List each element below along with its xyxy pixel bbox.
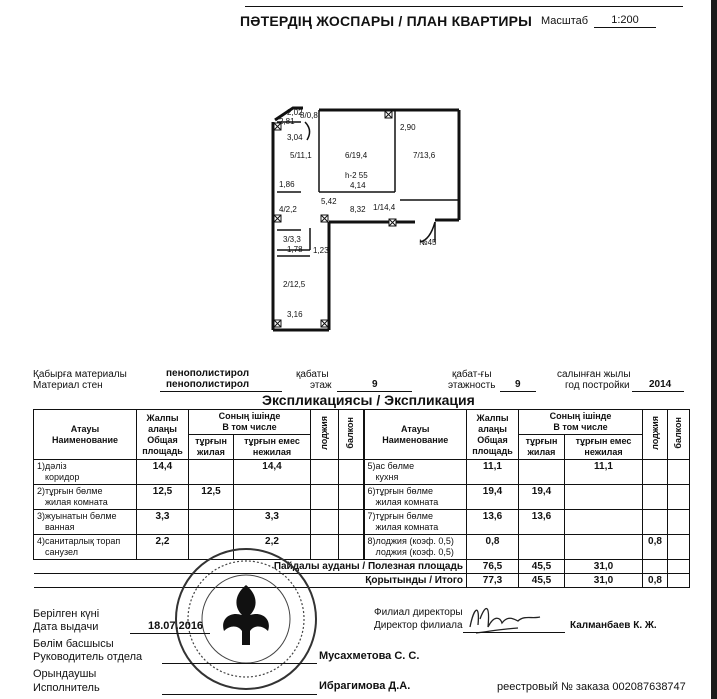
room-living: 12,5	[189, 485, 234, 510]
floor-plan	[255, 100, 465, 340]
year-underline	[632, 391, 684, 392]
page-title: ПӘТЕРДІҢ ЖОСПАРЫ / ПЛАН КВАРТИРЫ	[240, 13, 533, 29]
wall-material-value-kz: пенополистирол	[166, 368, 250, 379]
svg-text:6/19,4: 6/19,4	[345, 151, 368, 160]
col-living-header-right: тұрғын жилая	[519, 435, 565, 460]
svg-text:1/14,4: 1/14,4	[373, 203, 396, 212]
room-loggia	[643, 510, 668, 535]
svg-text:3/3,3: 3/3,3	[283, 235, 301, 244]
grand-total-total: 77,3	[467, 574, 519, 588]
room-total: 0,8	[467, 535, 519, 560]
year-kz-label: салынған жылы	[557, 369, 631, 380]
svg-text:h-2 55: h-2 55	[345, 171, 368, 180]
useful-area-loggia	[643, 560, 668, 574]
room-nonliving: 3,3	[234, 510, 311, 535]
header-row-1	[34, 410, 690, 435]
room-living	[189, 510, 234, 535]
issue-date-value: 18.07.2016	[148, 620, 204, 632]
director-underline	[463, 632, 565, 633]
room-name: 3)жуынатын бөлме ванная	[34, 510, 137, 535]
top-rule	[245, 6, 683, 7]
director-signature	[462, 597, 552, 637]
room-living: 13,6	[519, 510, 565, 535]
room-total: 2,2	[137, 535, 189, 560]
room-living	[189, 460, 234, 485]
director-ru-label: Директор филиала	[374, 620, 463, 631]
svg-text:2,81: 2,81	[279, 117, 295, 126]
room-balcony	[339, 460, 364, 485]
wall-material-ru-label: Материал стен	[33, 380, 103, 391]
explication-title: Экспликациясы / Экспликация	[262, 392, 475, 408]
floors-ru-label: этажность	[448, 380, 496, 391]
col-loggia-header: лоджия	[311, 410, 339, 460]
room-name: 8)лоджия (коэф. 0,5) лоджия (коэф. 0,5)	[364, 535, 467, 560]
room-balcony	[339, 535, 364, 560]
svg-text:4/2,2: 4/2,2	[279, 205, 297, 214]
floor-kz-label: қабаты	[296, 369, 329, 380]
room-nonliving: 14,4	[234, 460, 311, 485]
svg-text:2/12,5: 2/12,5	[283, 280, 306, 289]
svg-text:5,42: 5,42	[321, 197, 337, 206]
room-nonliving: 2,2	[234, 535, 311, 560]
room-balcony	[339, 485, 364, 510]
head-underline	[162, 663, 317, 664]
room-living	[519, 460, 565, 485]
room-loggia: 0,8	[643, 535, 668, 560]
official-stamp	[172, 545, 320, 693]
table-row	[34, 510, 690, 535]
director-kz-label: Филиал директоры	[374, 607, 463, 618]
col-nonliving-header: тұрғын емес нежилая	[234, 435, 311, 460]
room-name: 4)санитарлық торап санузел	[34, 535, 137, 560]
room-total: 12,5	[137, 485, 189, 510]
col-balcony-header: балкон	[339, 410, 364, 460]
floor-plan-drawing	[255, 100, 465, 340]
room-balcony	[668, 460, 690, 485]
room-name: 7)тұрғын бөлме жилая комната	[364, 510, 467, 535]
scale-label: Масштаб	[541, 15, 589, 27]
useful-area-living: 45,5	[519, 560, 565, 574]
head-name: Мусахметова С. С.	[319, 650, 420, 662]
room-loggia	[311, 460, 339, 485]
issue-date-ru-label: Дата выдачи	[33, 621, 99, 633]
svg-text:1,86: 1,86	[279, 180, 295, 189]
room-total: 3,3	[137, 510, 189, 535]
grand-total-balcony	[668, 574, 690, 588]
room-total: 11,1	[467, 460, 519, 485]
year-ru-label: год постройки	[565, 380, 630, 391]
useful-area-total: 76,5	[467, 560, 519, 574]
col-including-header-right: Соның ішінде В том числе	[519, 410, 643, 435]
scan-edge	[711, 0, 717, 699]
floor-value: 9	[372, 379, 378, 390]
executor-name: Ибрагимова Д.А.	[319, 680, 411, 692]
grand-total-nonliving: 31,0	[565, 574, 643, 588]
room-nonliving	[234, 485, 311, 510]
room-name: 5)ас бөлме кухня	[364, 460, 467, 485]
table-row	[34, 460, 690, 485]
year-value: 2014	[649, 379, 672, 390]
order-number: 002087638747	[612, 681, 686, 693]
grand-total-living: 45,5	[519, 574, 565, 588]
executor-ru-label: Исполнитель	[33, 682, 100, 694]
room-total: 19,4	[467, 485, 519, 510]
executor-kz-label: Орындаушы	[33, 668, 97, 680]
col-loggia-header-right: лоджия	[643, 410, 668, 460]
explication-table	[33, 409, 690, 588]
issue-date-kz-label: Берілген күні	[33, 608, 100, 620]
table-row	[34, 485, 690, 510]
room-nonliving	[565, 485, 643, 510]
head-ru-label: Руководитель отдела	[33, 651, 143, 663]
useful-area-row	[34, 560, 690, 574]
room-nonliving: 11,1	[565, 460, 643, 485]
room-living	[519, 535, 565, 560]
room-nonliving	[565, 510, 643, 535]
head-kz-label: Бөлім басшысы	[33, 638, 114, 650]
floors-underline	[500, 391, 536, 392]
grand-total-row	[34, 574, 690, 588]
room-loggia	[311, 510, 339, 535]
svg-text:№45: №45	[419, 238, 437, 247]
stamp-icon	[172, 545, 320, 693]
room-living: 19,4	[519, 485, 565, 510]
col-name-header: Атауы Наименование	[34, 410, 137, 460]
svg-text:5/11,1: 5/11,1	[290, 151, 312, 160]
room-balcony	[668, 535, 690, 560]
svg-text:3,04: 3,04	[287, 133, 303, 142]
col-name-header-right: Атауы Наименование	[364, 410, 467, 460]
svg-text:3,16: 3,16	[287, 310, 303, 319]
svg-text:2,02: 2,02	[287, 108, 303, 117]
room-nonliving	[565, 535, 643, 560]
useful-area-balcony	[668, 560, 690, 574]
issue-date-underline	[130, 633, 210, 634]
grand-total-label: Қорытынды / Итого	[34, 574, 467, 588]
col-total-header-right: Жалпы алаңы Общая площадь	[467, 410, 519, 460]
room-total: 14,4	[137, 460, 189, 485]
signature-icon	[462, 597, 552, 637]
room-loggia	[643, 460, 668, 485]
col-including-header: Соның ішінде В том числе	[189, 410, 311, 435]
scale-value: 1:200	[594, 14, 656, 28]
col-nonliving-header-right: тұрғын емес нежилая	[565, 435, 643, 460]
svg-text:8,32: 8,32	[350, 205, 366, 214]
col-balcony-header-right: балкон	[668, 410, 690, 460]
floor-ru-label: этаж	[310, 380, 332, 391]
room-name: 1)дәліз коридор	[34, 460, 137, 485]
wall-material-kz-label: Қабырға материалы	[33, 369, 127, 380]
floors-value: 9	[515, 379, 521, 390]
room-loggia	[643, 485, 668, 510]
svg-text:8/0,8: 8/0,8	[300, 111, 318, 120]
svg-text:4,14: 4,14	[350, 181, 366, 190]
room-name: 6)тұрғын бөлме жилая комната	[364, 485, 467, 510]
svg-text:1,23: 1,23	[313, 246, 329, 255]
room-balcony	[339, 510, 364, 535]
svg-text:2,90: 2,90	[400, 123, 416, 132]
col-living-header: тұрғын жилая	[189, 435, 234, 460]
grand-total-loggia: 0,8	[643, 574, 668, 588]
executor-underline	[162, 694, 317, 695]
col-total-header: Жалпы алаңы Общая площадь	[137, 410, 189, 460]
room-loggia	[311, 485, 339, 510]
director-name: Калманбаев К. Ж.	[570, 620, 657, 631]
useful-area-nonliving: 31,0	[565, 560, 643, 574]
order-label: реестровый № заказа 002087638747	[497, 681, 686, 693]
room-balcony	[668, 510, 690, 535]
useful-area-label: Пайдалы ауданы / Полезная площадь	[34, 560, 467, 574]
svg-text:1,78: 1,78	[287, 245, 303, 254]
wall-material-value-ru: пенополистирол	[166, 379, 250, 390]
room-name: 2)тұрғын бөлме жилая комната	[34, 485, 137, 510]
room-balcony	[668, 485, 690, 510]
room-total: 13,6	[467, 510, 519, 535]
table-row	[34, 535, 690, 560]
svg-text:7/13,6: 7/13,6	[413, 151, 436, 160]
floors-kz-label: қабат-ғы	[452, 369, 492, 380]
